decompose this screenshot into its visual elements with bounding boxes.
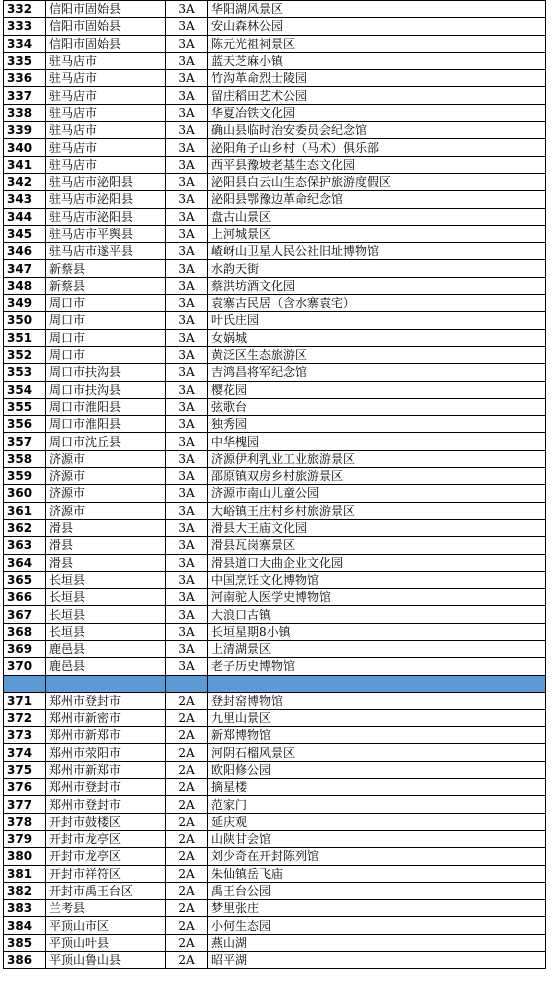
- separator-cell: [4, 675, 46, 692]
- rating-level: 2A: [166, 761, 208, 778]
- city-county: 周口市: [46, 346, 166, 363]
- row-number: 355: [4, 398, 46, 415]
- city-county: 驻马店市: [46, 122, 166, 139]
- row-number: 377: [4, 796, 46, 813]
- table-row: [4, 744, 546, 761]
- row-number: 373: [4, 727, 46, 744]
- row-number: 380: [4, 848, 46, 865]
- row-number: 337: [4, 87, 46, 104]
- scenic-spot-name: 吉鸿昌将军纪念馆: [208, 364, 546, 381]
- table-row: [4, 727, 546, 744]
- rating-level: 2A: [166, 796, 208, 813]
- row-number: 338: [4, 104, 46, 121]
- rating-level: 3A: [166, 589, 208, 606]
- city-county: 郑州市新密市: [46, 709, 166, 726]
- table-row: [4, 848, 546, 865]
- city-county: 驻马店市: [46, 87, 166, 104]
- scenic-spot-name: 滑县大王庙文化园: [208, 519, 546, 536]
- row-number: 363: [4, 537, 46, 554]
- rating-level: 3A: [166, 502, 208, 519]
- scenic-spot-name: 华夏冶铁文化园: [208, 104, 546, 121]
- table-row: [4, 364, 546, 381]
- scenic-spot-name: 登封窑博物馆: [208, 692, 546, 709]
- city-county: 长垣县: [46, 571, 166, 588]
- rating-level: 2A: [166, 830, 208, 847]
- scenic-spot-name: 安山森林公园: [208, 18, 546, 35]
- table-row: [4, 381, 546, 398]
- scenic-spot-name: 泌阳角子山乡村（马术）俱乐部: [208, 139, 546, 156]
- row-number: 369: [4, 640, 46, 657]
- scenic-spot-name: 大峪镇王庄村乡村旅游景区: [208, 502, 546, 519]
- row-number: 332: [4, 1, 46, 18]
- table-row: [4, 658, 546, 675]
- table-separator: [4, 675, 546, 692]
- city-county: 开封市祥符区: [46, 865, 166, 882]
- row-number: 374: [4, 744, 46, 761]
- table-row: [4, 692, 546, 709]
- rating-level: 3A: [166, 623, 208, 640]
- row-number: 385: [4, 934, 46, 951]
- table-row: [4, 865, 546, 882]
- row-number: 346: [4, 243, 46, 260]
- scenic-spot-name: 泌阳县白云山生态保护旅游度假区: [208, 173, 546, 190]
- rating-level: 2A: [166, 848, 208, 865]
- table-row: [4, 277, 546, 294]
- table-row: [4, 934, 546, 951]
- city-county: 开封市禹王台区: [46, 882, 166, 899]
- city-county: 济源市: [46, 468, 166, 485]
- scenic-spot-name: 小何生态园: [208, 917, 546, 934]
- row-number: 334: [4, 35, 46, 52]
- scenic-spot-name: 黄泛区生态旅游区: [208, 346, 546, 363]
- row-number: 370: [4, 658, 46, 675]
- table-row: [4, 398, 546, 415]
- rating-level: 3A: [166, 173, 208, 190]
- scenic-spot-name: 昭平湖: [208, 952, 546, 969]
- scenic-spot-name: 刘少奇在开封陈列馆: [208, 848, 546, 865]
- table-row: [4, 640, 546, 657]
- table-row: [4, 917, 546, 934]
- city-county: 长垣县: [46, 606, 166, 623]
- rating-level: 3A: [166, 277, 208, 294]
- city-county: 郑州市荥阳市: [46, 744, 166, 761]
- rating-level: 3A: [166, 450, 208, 467]
- table-row: [4, 52, 546, 69]
- city-county: 济源市: [46, 450, 166, 467]
- scenic-spot-name: 邵原镇双房乡村旅游景区: [208, 468, 546, 485]
- city-county: 济源市: [46, 485, 166, 502]
- scenic-spot-name: 叶氏庄园: [208, 312, 546, 329]
- scenic-spot-name: 禹王台公园: [208, 882, 546, 899]
- table-row: [4, 156, 546, 173]
- row-number: 336: [4, 70, 46, 87]
- table-row: [4, 35, 546, 52]
- city-county: 周口市: [46, 329, 166, 346]
- row-number: 353: [4, 364, 46, 381]
- row-number: 354: [4, 381, 46, 398]
- table-row: [4, 104, 546, 121]
- table-row: [4, 900, 546, 917]
- rating-level: 3A: [166, 139, 208, 156]
- row-number: 339: [4, 122, 46, 139]
- city-county: 信阳市固始县: [46, 35, 166, 52]
- table-row: [4, 502, 546, 519]
- city-county: 郑州市登封市: [46, 779, 166, 796]
- rating-level: 3A: [166, 295, 208, 312]
- scenic-spot-name: 河阴石榴风景区: [208, 744, 546, 761]
- rating-level: 2A: [166, 692, 208, 709]
- city-county: 周口市淮阳县: [46, 416, 166, 433]
- row-number: 384: [4, 917, 46, 934]
- table-body-3a: [4, 1, 546, 676]
- row-number: 376: [4, 779, 46, 796]
- row-number: 335: [4, 52, 46, 69]
- table-row: [4, 779, 546, 796]
- city-county: 信阳市固始县: [46, 18, 166, 35]
- city-county: 周口市: [46, 295, 166, 312]
- city-county: 驻马店市: [46, 70, 166, 87]
- table-row: [4, 329, 546, 346]
- rating-level: 3A: [166, 571, 208, 588]
- city-county: 鹿邑县: [46, 658, 166, 675]
- scenic-spot-name: 朱仙镇岳飞庙: [208, 865, 546, 882]
- city-county: 驻马店市遂平县: [46, 243, 166, 260]
- separator-cell: [208, 675, 546, 692]
- table-row: [4, 87, 546, 104]
- row-number: 361: [4, 502, 46, 519]
- rating-level: 3A: [166, 208, 208, 225]
- scenic-spot-name: 上河城景区: [208, 225, 546, 242]
- rating-level: 3A: [166, 104, 208, 121]
- scenic-spot-name: 延庆观: [208, 813, 546, 830]
- city-county: 开封市龙亭区: [46, 830, 166, 847]
- scenic-spot-name: 中华槐园: [208, 433, 546, 450]
- table-row: [4, 952, 546, 969]
- city-county: 济源市: [46, 502, 166, 519]
- rating-level: 2A: [166, 744, 208, 761]
- city-county: 驻马店市泌阳县: [46, 208, 166, 225]
- city-county: 郑州市登封市: [46, 692, 166, 709]
- table-row: [4, 416, 546, 433]
- table-row: [4, 243, 546, 260]
- rating-level: 3A: [166, 468, 208, 485]
- rating-level: 3A: [166, 312, 208, 329]
- table-row: [4, 485, 546, 502]
- scenic-spot-name: 大浪口古镇: [208, 606, 546, 623]
- city-county: 郑州市登封市: [46, 796, 166, 813]
- row-number: 366: [4, 589, 46, 606]
- row-number: 356: [4, 416, 46, 433]
- row-number: 357: [4, 433, 46, 450]
- city-county: 滑县: [46, 554, 166, 571]
- row-number: 360: [4, 485, 46, 502]
- table-row: [4, 830, 546, 847]
- table-row: [4, 18, 546, 35]
- rating-level: 3A: [166, 52, 208, 69]
- scenic-spot-name: 滑县道口大曲企业文化园: [208, 554, 546, 571]
- row-number: 350: [4, 312, 46, 329]
- city-county: 周口市沈丘县: [46, 433, 166, 450]
- table-row: [4, 882, 546, 899]
- city-county: 周口市: [46, 312, 166, 329]
- scenic-spot-name: 嵖岈山卫星人民公社旧址博物馆: [208, 243, 546, 260]
- city-county: 驻马店市泌阳县: [46, 173, 166, 190]
- rating-level: 3A: [166, 537, 208, 554]
- table-row: [4, 571, 546, 588]
- row-number: 352: [4, 346, 46, 363]
- city-county: 开封市鼓楼区: [46, 813, 166, 830]
- city-county: 信阳市固始县: [46, 1, 166, 18]
- city-county: 新蔡县: [46, 260, 166, 277]
- rating-level: 3A: [166, 191, 208, 208]
- scenic-spot-name: 袁寨古民居（含水寨袁宅）: [208, 295, 546, 312]
- rating-level: 3A: [166, 485, 208, 502]
- row-number: 382: [4, 882, 46, 899]
- scenic-spot-name: 九里山景区: [208, 709, 546, 726]
- city-county: 郑州市新郑市: [46, 727, 166, 744]
- city-county: 周口市扶沟县: [46, 381, 166, 398]
- rating-level: 3A: [166, 346, 208, 363]
- table-row: [4, 589, 546, 606]
- rating-level: 3A: [166, 416, 208, 433]
- city-county: 郑州市新郑市: [46, 761, 166, 778]
- row-number: 348: [4, 277, 46, 294]
- row-number: 347: [4, 260, 46, 277]
- city-county: 开封市龙亭区: [46, 848, 166, 865]
- scenic-spot-name: 摘星楼: [208, 779, 546, 796]
- rating-level: 3A: [166, 225, 208, 242]
- table-row: [4, 346, 546, 363]
- scenic-spot-name: 山陕甘会馆: [208, 830, 546, 847]
- row-number: 359: [4, 468, 46, 485]
- row-number: 343: [4, 191, 46, 208]
- city-county: 长垣县: [46, 623, 166, 640]
- row-number: 345: [4, 225, 46, 242]
- table-row: [4, 468, 546, 485]
- rating-level: 3A: [166, 35, 208, 52]
- scenic-spot-name: 陈元光祖祠景区: [208, 35, 546, 52]
- city-county: 鹿邑县: [46, 640, 166, 657]
- city-county: 周口市扶沟县: [46, 364, 166, 381]
- row-number: 368: [4, 623, 46, 640]
- city-county: 平顶山市区: [46, 917, 166, 934]
- row-number: 349: [4, 295, 46, 312]
- table-row: [4, 122, 546, 139]
- table-row: [4, 173, 546, 190]
- rating-level: 3A: [166, 243, 208, 260]
- row-number: 364: [4, 554, 46, 571]
- scenic-spot-name: 老子历史博物馆: [208, 658, 546, 675]
- city-county: 长垣县: [46, 589, 166, 606]
- table-row: [4, 70, 546, 87]
- rating-level: 3A: [166, 554, 208, 571]
- table-row: [4, 225, 546, 242]
- scenic-spot-name: 西平县豫坡老基生态文化园: [208, 156, 546, 173]
- rating-level: 3A: [166, 70, 208, 87]
- table-row: [4, 537, 546, 554]
- rating-level: 2A: [166, 934, 208, 951]
- row-number: 333: [4, 18, 46, 35]
- row-number: 367: [4, 606, 46, 623]
- row-number: 378: [4, 813, 46, 830]
- row-number: 358: [4, 450, 46, 467]
- scenic-spot-name: 济源伊利乳业工业旅游景区: [208, 450, 546, 467]
- table-row: [4, 606, 546, 623]
- scenic-spot-name: 泌阳县鄂豫边革命纪念馆: [208, 191, 546, 208]
- row-number: 344: [4, 208, 46, 225]
- rating-level: 3A: [166, 87, 208, 104]
- scenic-spot-name: 济源市南山儿童公园: [208, 485, 546, 502]
- rating-level: 3A: [166, 381, 208, 398]
- separator-cell: [46, 675, 166, 692]
- row-number: 365: [4, 571, 46, 588]
- row-number: 340: [4, 139, 46, 156]
- city-county: 驻马店市泌阳县: [46, 191, 166, 208]
- city-county: 驻马店市平舆县: [46, 225, 166, 242]
- scenic-spot-name: 燕山湖: [208, 934, 546, 951]
- city-county: 驻马店市: [46, 104, 166, 121]
- city-county: 兰考县: [46, 900, 166, 917]
- city-county: 滑县: [46, 519, 166, 536]
- city-county: 滑县: [46, 537, 166, 554]
- rating-level: 2A: [166, 952, 208, 969]
- row-number: 371: [4, 692, 46, 709]
- row-number: 381: [4, 865, 46, 882]
- scenic-spot-name: 上清湖景区: [208, 640, 546, 657]
- table-row: [4, 554, 546, 571]
- city-county: 驻马店市: [46, 139, 166, 156]
- table-row: [4, 1, 546, 18]
- scenic-spot-name: 梦里张庄: [208, 900, 546, 917]
- scenic-spot-name: 竹沟革命烈士陵园: [208, 70, 546, 87]
- row-number: 379: [4, 830, 46, 847]
- rating-level: 3A: [166, 122, 208, 139]
- city-county: 驻马店市: [46, 52, 166, 69]
- scenic-spot-name: 华阳湖风景区: [208, 1, 546, 18]
- rating-level: 3A: [166, 640, 208, 657]
- scenic-spot-name: 弦歌台: [208, 398, 546, 415]
- scenic-spot-name: 独秀园: [208, 416, 546, 433]
- scenic-spot-table: [3, 0, 546, 969]
- city-county: 平顶山鲁山县: [46, 952, 166, 969]
- rating-level: 3A: [166, 329, 208, 346]
- table-row: [4, 139, 546, 156]
- rating-level: 3A: [166, 156, 208, 173]
- row-number: 372: [4, 709, 46, 726]
- rating-level: 2A: [166, 709, 208, 726]
- scenic-spot-table-sheet: [3, 0, 545, 969]
- table-row: [4, 191, 546, 208]
- scenic-spot-name: 范家门: [208, 796, 546, 813]
- separator-cell: [166, 675, 208, 692]
- rating-level: 2A: [166, 882, 208, 899]
- rating-level: 3A: [166, 398, 208, 415]
- table-row: [4, 450, 546, 467]
- city-county: 新蔡县: [46, 277, 166, 294]
- table-row: [4, 761, 546, 778]
- city-county: 周口市淮阳县: [46, 398, 166, 415]
- table-row: [4, 709, 546, 726]
- rating-level: 2A: [166, 865, 208, 882]
- row-number: 342: [4, 173, 46, 190]
- table-row: [4, 260, 546, 277]
- row-number: 375: [4, 761, 46, 778]
- scenic-spot-name: 盘古山景区: [208, 208, 546, 225]
- scenic-spot-name: 樱花园: [208, 381, 546, 398]
- row-number: 351: [4, 329, 46, 346]
- rating-level: 3A: [166, 433, 208, 450]
- rating-level: 3A: [166, 18, 208, 35]
- table-row: [4, 433, 546, 450]
- scenic-spot-name: 蔡洪坊酒文化园: [208, 277, 546, 294]
- row-number: 341: [4, 156, 46, 173]
- city-county: 驻马店市: [46, 156, 166, 173]
- separator-row: [4, 675, 546, 692]
- rating-level: 3A: [166, 606, 208, 623]
- rating-level: 3A: [166, 519, 208, 536]
- scenic-spot-name: 中国烹饪文化博物馆: [208, 571, 546, 588]
- table-body-2a: [4, 692, 546, 969]
- rating-level: 2A: [166, 727, 208, 744]
- table-row: [4, 813, 546, 830]
- table-row: [4, 519, 546, 536]
- rating-level: 2A: [166, 813, 208, 830]
- row-number: 362: [4, 519, 46, 536]
- rating-level: 2A: [166, 900, 208, 917]
- scenic-spot-name: 确山县临时治安委员会纪念馆: [208, 122, 546, 139]
- scenic-spot-name: 长垣星期8小镇: [208, 623, 546, 640]
- rating-level: 3A: [166, 364, 208, 381]
- table-row: [4, 623, 546, 640]
- row-number: 383: [4, 900, 46, 917]
- table-row: [4, 208, 546, 225]
- table-row: [4, 295, 546, 312]
- rating-level: 3A: [166, 260, 208, 277]
- rating-level: 3A: [166, 658, 208, 675]
- scenic-spot-name: 滑县瓦岗寨景区: [208, 537, 546, 554]
- rating-level: 2A: [166, 779, 208, 796]
- table-row: [4, 796, 546, 813]
- row-number: 386: [4, 952, 46, 969]
- scenic-spot-name: 女娲城: [208, 329, 546, 346]
- scenic-spot-name: 河南驼人医学史博物馆: [208, 589, 546, 606]
- rating-level: 2A: [166, 917, 208, 934]
- scenic-spot-name: 欧阳修公园: [208, 761, 546, 778]
- city-county: 平顶山叶县: [46, 934, 166, 951]
- scenic-spot-name: 新郑博物馆: [208, 727, 546, 744]
- rating-level: 3A: [166, 1, 208, 18]
- table-row: [4, 312, 546, 329]
- scenic-spot-name: 蓝天芝麻小镇: [208, 52, 546, 69]
- scenic-spot-name: 留庄稻田艺术公园: [208, 87, 546, 104]
- scenic-spot-name: 水韵天街: [208, 260, 546, 277]
